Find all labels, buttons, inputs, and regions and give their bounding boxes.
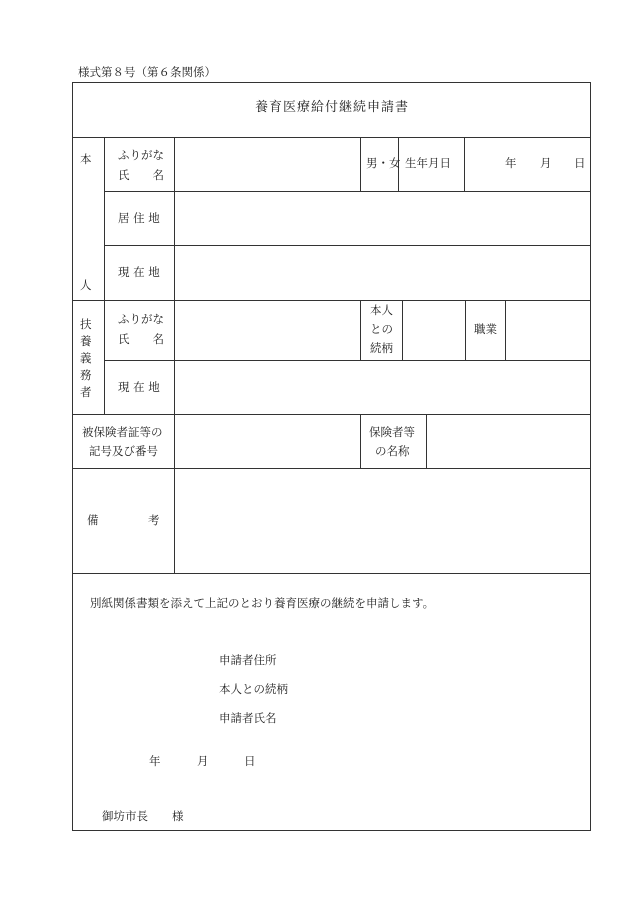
fuyo-char-5: 者 [80,385,92,399]
fuyo-char-1: 扶 [80,317,92,331]
applicant-address-label: 申請者住所 [219,653,277,667]
addressee-honorific: 様 [172,809,184,823]
fuyo-name-field[interactable] [175,301,359,359]
occupation-label: 職業 [474,322,497,336]
fuyo-name-label: 氏 名 [118,332,164,346]
honnin-residence-label: 居 住 地 [118,211,160,225]
remarks-label-right: 考 [148,513,160,527]
remarks-label-left: 備 [87,513,99,527]
occupation-field[interactable] [506,301,589,359]
honnin-label-top: 本 [80,152,92,166]
fuyo-char-4: 務 [80,368,92,382]
honnin-current-address-label: 現 在 地 [118,265,160,279]
honnin-current-address-field[interactable] [175,246,589,299]
insured-number-field[interactable] [175,415,359,467]
addressee-label: 御坊市長 [102,809,148,823]
remarks-field[interactable] [175,469,589,572]
birthdate-field[interactable] [465,138,589,190]
relation-line-1: 本人 [370,303,393,317]
date-day-label: 日 [244,754,256,768]
birthdate-label: 生年月日 [405,156,451,170]
birth-month-label: 月 [540,156,552,170]
date-year-label: 年 [149,754,161,768]
insurer-name-field[interactable] [427,415,589,467]
fuyo-current-address-field[interactable] [175,361,589,413]
declaration-statement: 別紙関係書類を添えて上記のとおり養育医療の継続を申請します。 [90,596,435,610]
fuyo-furigana-label: ふりがな [118,312,164,326]
honnin-label-bottom: 人 [80,278,92,292]
insurer-label-line2: の名称 [375,444,410,458]
applicant-name-label: 申請者氏名 [219,711,277,725]
applicant-relation-label: 本人との続柄 [219,682,288,696]
fuyo-char-2: 養 [80,334,92,348]
date-month-label: 月 [197,754,209,768]
fuyo-current-address-label: 現 在 地 [118,380,160,394]
relation-line-3: 続柄 [370,341,393,355]
sex-label: 男・女 [366,156,401,170]
birth-year-label: 年 [505,156,517,170]
insurer-label-line1: 保険者等 [369,425,415,439]
honnin-residence-field[interactable] [175,192,589,244]
insured-label-line1: 被保険者証等の [82,425,163,439]
insured-label-line2: 記号及び番号 [89,444,158,458]
honnin-name-field[interactable] [175,138,359,190]
relation-field[interactable] [403,301,464,359]
honnin-name-label: 氏 名 [118,168,164,182]
relation-line-2: との [370,322,393,336]
form-number-label: 様式第８号（第６条関係） [78,65,216,79]
honnin-furigana-label: ふりがな [118,148,164,162]
birth-day-label: 日 [574,156,586,170]
form-title: 養育医療給付継続申請書 [254,100,409,115]
fuyo-char-3: 義 [80,351,92,365]
